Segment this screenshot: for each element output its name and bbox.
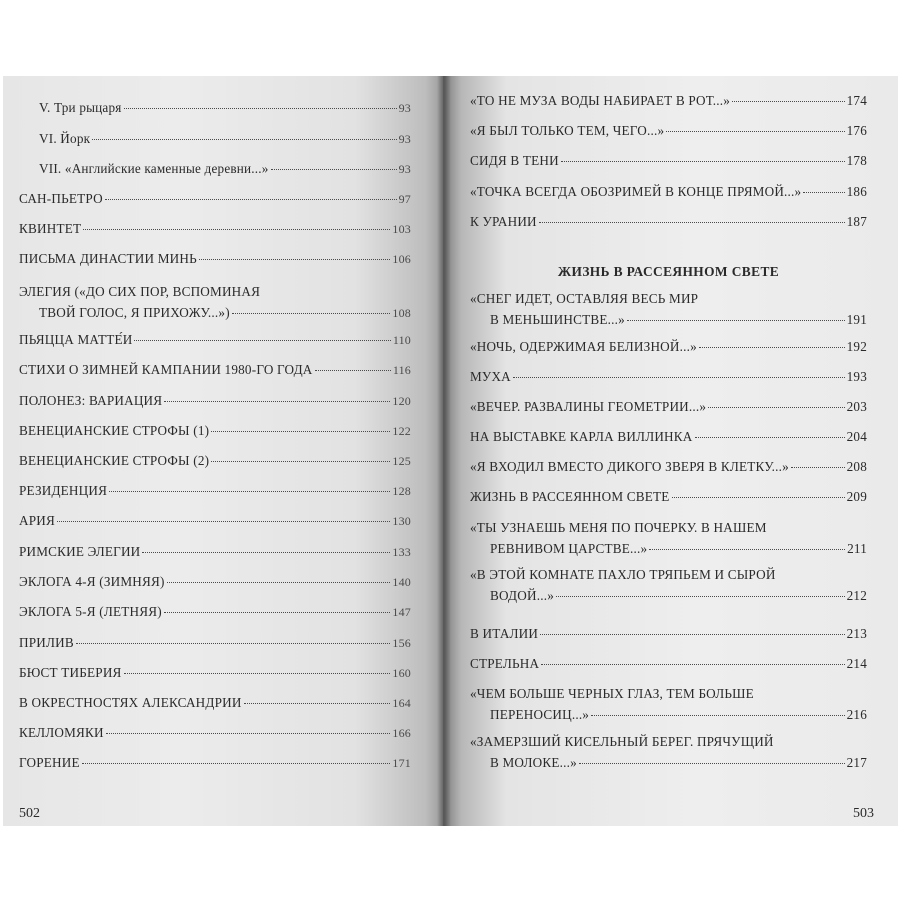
toc-entry-title: МУХА — [470, 369, 511, 384]
toc-entry-title: ЭКЛОГА 5-Я (ЛЕТНЯЯ) — [19, 604, 162, 619]
dot-leader — [649, 549, 845, 550]
toc-entry — [19, 722, 411, 744]
toc-entry-title: ВЕНЕЦИАНСКИЕ СТРОФЫ (2) — [19, 453, 210, 468]
toc-entry — [470, 336, 867, 357]
toc-page-number: 186 — [846, 184, 867, 199]
toc-page-number: 203 — [846, 399, 867, 414]
toc-entry — [470, 653, 867, 674]
toc-entry — [19, 188, 411, 210]
toc-entry — [470, 288, 867, 330]
dot-leader — [124, 108, 397, 109]
dot-leader — [541, 664, 844, 665]
toc-page-number: 166 — [392, 726, 411, 740]
toc-entry — [19, 248, 411, 270]
toc-page-number: 116 — [392, 363, 411, 377]
toc-entry — [470, 366, 867, 387]
toc-entry-title: В МЕНЬШИНСТВЕ...» — [490, 312, 625, 327]
toc-page-number: 122 — [392, 424, 411, 438]
toc-page-number: 160 — [392, 666, 411, 680]
toc-entry — [39, 97, 411, 119]
toc-entry — [470, 181, 867, 202]
toc-entry — [470, 731, 867, 773]
toc-page-number: 93 — [398, 101, 411, 115]
toc-entry — [19, 218, 411, 240]
toc-entry-title: ПОЛОНЕЗ: ВАРИАЦИЯ — [19, 393, 163, 408]
toc-page-number: 191 — [846, 312, 867, 327]
toc-entry — [470, 426, 867, 447]
toc-entry-title: ЭКЛОГА 4-Я (ЗИМНЯЯ) — [19, 574, 165, 589]
toc-page-number: 156 — [392, 636, 411, 650]
toc-entry-title: V. Три рыцаря — [39, 100, 122, 115]
toc-entry-title: ВЕНЕЦИАНСКИЕ СТРОФЫ (1) — [19, 423, 210, 438]
dot-leader — [199, 259, 391, 260]
toc-entry-title: В ОКРЕСТНОСТЯХ АЛЕКСАНДРИИ — [19, 695, 242, 710]
toc-page-number: 209 — [846, 489, 867, 504]
toc-entry-title: САН-ПЬЕТРО — [19, 191, 103, 206]
toc-entry — [19, 420, 411, 442]
dot-leader — [699, 347, 845, 348]
toc-entry — [39, 158, 411, 180]
toc-entry-title: ВОДОЙ...» — [490, 588, 554, 603]
toc-entry-title: ПИСЬМА ДИНАСТИИ МИНЬ — [19, 251, 197, 266]
dot-leader — [540, 634, 844, 635]
toc-page-number: 147 — [392, 605, 411, 619]
toc-entry-title: СИДЯ В ТЕНИ — [470, 153, 559, 168]
toc-entry-title: VII. «Английские каменные деревни...» — [39, 161, 269, 176]
dot-leader — [109, 491, 390, 492]
toc-entry — [470, 683, 867, 725]
toc-page-number: 212 — [846, 588, 867, 603]
toc-entry-title: «Я БЫЛ ТОЛЬКО ТЕМ, ЧЕГО...» — [470, 123, 665, 138]
dot-leader — [134, 340, 390, 341]
toc-entry — [19, 571, 411, 593]
toc-entry — [39, 128, 411, 150]
toc-page-number: 133 — [392, 545, 411, 559]
toc-entry — [19, 632, 411, 654]
toc-page-number: 125 — [392, 454, 411, 468]
toc-page-number: 216 — [846, 707, 867, 722]
toc-entry — [19, 359, 411, 381]
toc-entry — [19, 281, 411, 324]
toc-page-number: 214 — [846, 656, 867, 671]
toc-entry-title: ЭЛЕГИЯ («ДО СИХ ПОР, ВСПОМИНАЯ — [19, 284, 261, 299]
toc-page-number: 110 — [392, 333, 411, 347]
toc-entry — [19, 390, 411, 412]
toc-page-number: 174 — [846, 93, 867, 108]
toc-entry-title: «ЧЕМ БОЛЬШЕ ЧЕРНЫХ ГЛАЗ, ТЕМ БОЛЬШЕ — [470, 686, 754, 701]
toc-page-number: 178 — [846, 153, 867, 168]
dot-leader — [211, 431, 390, 432]
toc-entry — [470, 486, 867, 507]
toc-page-number: 108 — [392, 306, 411, 320]
dot-leader — [105, 199, 397, 200]
toc-entry — [19, 450, 411, 472]
toc-page-number: 164 — [392, 696, 411, 710]
dot-leader — [164, 612, 391, 613]
toc-entry — [470, 517, 867, 559]
dot-leader — [271, 169, 397, 170]
toc-entry-title: ПЕРЕНОСИЦ...» — [490, 707, 590, 722]
dot-leader — [142, 552, 390, 553]
toc-entry-title: РЕЗИДЕНЦИЯ — [19, 483, 108, 498]
toc-page-number: 93 — [398, 162, 411, 176]
toc-entry — [19, 510, 411, 532]
toc-entry-title: «ЗАМЕРЗШИЙ КИСЕЛЬНЫЙ БЕРЕГ. ПРЯЧУЩИЙ — [470, 734, 774, 749]
toc-entry-title: «ВЕЧЕР. РАЗВАЛИНЫ ГЕОМЕТРИИ...» — [470, 399, 707, 414]
toc-entry — [470, 120, 867, 141]
left-page — [3, 76, 443, 826]
toc-entry-title: «Я ВХОДИЛ ВМЕСТО ДИКОГО ЗВЕРЯ В КЛЕТКУ...» — [470, 459, 789, 474]
toc-page-number: 93 — [398, 132, 411, 146]
toc-entry — [19, 329, 411, 351]
toc-page-number: 176 — [846, 123, 867, 138]
toc-entry-title: РЕВНИВОМ ЦАРСТВЕ...» — [490, 541, 648, 556]
dot-leader — [591, 715, 845, 716]
toc-entry-title: БЮСТ ТИБЕРИЯ — [19, 665, 122, 680]
dot-leader — [791, 467, 845, 468]
toc-page-number: 97 — [398, 192, 411, 206]
dot-leader — [666, 131, 844, 132]
toc-entry — [470, 564, 867, 606]
dot-leader — [561, 161, 845, 162]
dot-leader — [92, 139, 396, 140]
dot-leader — [315, 370, 391, 371]
toc-page-number: 217 — [846, 755, 867, 770]
right-page-number: 503 — [853, 806, 874, 821]
dot-leader — [695, 437, 845, 438]
dot-leader — [513, 377, 845, 378]
toc-entry-title: КВИНТЕТ — [19, 221, 82, 236]
dot-leader — [57, 521, 390, 522]
dot-leader — [167, 582, 391, 583]
dot-leader — [211, 461, 390, 462]
left-page-number: 502 — [19, 806, 40, 821]
toc-entry-title: ТВОЙ ГОЛОС, Я ПРИХОЖУ...») — [39, 305, 230, 320]
dot-leader — [83, 229, 390, 230]
toc-page-number: 187 — [846, 214, 867, 229]
dot-leader — [76, 643, 391, 644]
dot-leader — [124, 673, 391, 674]
toc-entry — [470, 623, 867, 644]
dot-leader — [232, 313, 391, 314]
toc-entry-title: ГОРЕНИЕ — [19, 755, 80, 770]
toc-entry-title: «ТО НЕ МУЗА ВОДЫ НАБИРАЕТ В РОТ...» — [470, 93, 730, 108]
toc-entry — [470, 150, 867, 171]
toc-entry-title: СТРЕЛЬНА — [470, 656, 540, 671]
toc-entry-title: В МОЛОКЕ...» — [490, 755, 577, 770]
dot-leader — [539, 222, 845, 223]
toc-entry — [19, 480, 411, 502]
toc-page-number: 213 — [846, 626, 867, 641]
toc-entry-title: В ИТАЛИИ — [470, 626, 539, 641]
toc-entry-title: ПЬЯЦЦА МАТТЕ́И — [19, 332, 133, 347]
right-page — [443, 76, 898, 826]
toc-page-number: 208 — [846, 459, 867, 474]
toc-entry — [470, 456, 867, 477]
toc-page-number: 128 — [392, 484, 411, 498]
toc-page-number: 171 — [392, 756, 411, 770]
dot-leader — [732, 101, 845, 102]
dot-leader — [82, 763, 391, 764]
dot-leader — [244, 703, 391, 704]
toc-entry — [19, 662, 411, 684]
toc-entry — [470, 211, 867, 232]
dot-leader — [627, 320, 845, 321]
toc-page-number: 120 — [392, 394, 411, 408]
toc-entry — [19, 541, 411, 563]
toc-page-number: 211 — [847, 541, 867, 556]
toc-page-number: 192 — [846, 339, 867, 354]
toc-page-number: 140 — [392, 575, 411, 589]
toc-entry-title: К УРАНИИ — [470, 214, 537, 229]
toc-entry-title: ЖИЗНЬ В РАССЕЯННОМ СВЕТЕ — [470, 489, 670, 504]
toc-entry-title: «НОЧЬ, ОДЕРЖИМАЯ БЕЛИЗНОЙ...» — [470, 339, 697, 354]
toc-page-number: 106 — [392, 252, 411, 266]
dot-leader — [708, 407, 844, 408]
dot-leader — [106, 733, 391, 734]
book-gutter — [437, 76, 451, 826]
toc-entry — [470, 396, 867, 417]
toc-entry-title: ПРИЛИВ — [19, 635, 74, 650]
toc-page-number: 103 — [392, 222, 411, 236]
toc-entry-title: «ТЫ УЗНАЕШЬ МЕНЯ ПО ПОЧЕРКУ. В НАШЕМ — [470, 520, 767, 535]
toc-entry — [19, 601, 411, 623]
toc-entry-title: «В ЭТОЙ КОМНАТЕ ПАХЛО ТРЯПЬЕМ И СЫРОЙ — [470, 567, 776, 582]
toc-page-number: 193 — [846, 369, 867, 384]
toc-entry-title: КЕЛЛОМЯКИ — [19, 725, 104, 740]
toc-entry-title: «СНЕГ ИДЕТ, ОСТАВЛЯЯ ВЕСЬ МИР — [470, 291, 699, 306]
toc-entry-title: VI. Йорк — [39, 131, 91, 146]
dot-leader — [803, 192, 844, 193]
toc-entry-title: «ТОЧКА ВСЕГДА ОБОЗРИМЕЙ В КОНЦЕ ПРЯМОЙ...» — [470, 184, 802, 199]
toc-entry-title: НА ВЫСТАВКЕ КАРЛА ВИЛЛИНКА — [470, 429, 693, 444]
section-heading: ЖИЗНЬ В РАССЕЯННОМ СВЕТЕ — [557, 264, 780, 279]
open-book-spread — [0, 76, 900, 826]
dot-leader — [579, 763, 845, 764]
toc-page-number: 204 — [846, 429, 867, 444]
toc-entry-title: РИМСКИЕ ЭЛЕГИИ — [19, 544, 141, 559]
toc-entry — [19, 692, 411, 714]
toc-entry — [19, 752, 411, 774]
toc-entry — [470, 90, 867, 111]
toc-entry-title: АРИЯ — [19, 513, 55, 528]
dot-leader — [556, 596, 845, 597]
toc-entry-title: СТИХИ О ЗИМНЕЙ КАМПАНИИ 1980-ГО ГОДА — [19, 362, 313, 377]
toc-page-number: 130 — [392, 514, 411, 528]
dot-leader — [672, 497, 845, 498]
dot-leader — [164, 401, 390, 402]
